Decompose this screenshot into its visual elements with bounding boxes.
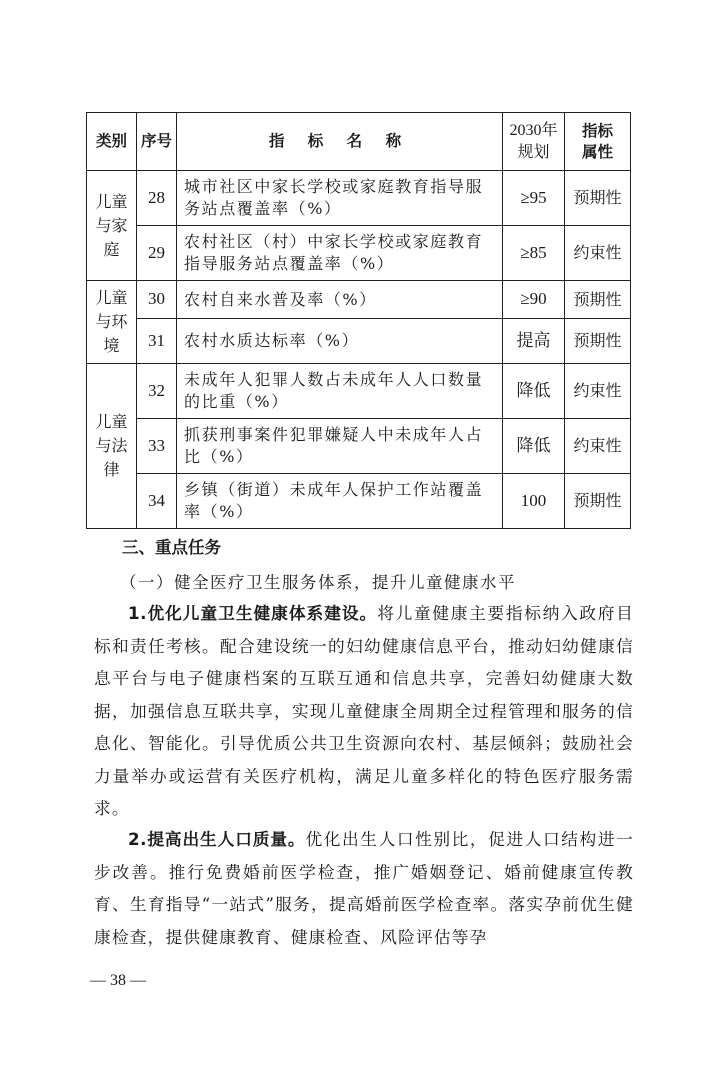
paragraph-2: [94, 823, 634, 953]
target-value: 100: [503, 474, 565, 529]
indicator-attribute: 预期性: [565, 474, 631, 529]
indicator-name: 乡镇（街道）未成年人保护工作站覆盖率（%）: [177, 474, 503, 529]
target-value: 降低: [503, 419, 565, 474]
table-row: [87, 319, 631, 364]
paragraph-1-lead: 1.优化儿童卫生健康体系建设。: [128, 603, 378, 623]
paragraph-2-body: 优化出生人口性别比，促进人口结构进一步改善。推行免费婚前医学检查，推广婚姻登记、婚前健康宣传教育、生育指导“一站式”服务，提高婚前医学检查率。落实孕前优生健康检查，提供健康教育、健康检查、风险评估等孕: [94, 829, 634, 947]
paragraph-1-body: 将儿童健康主要指标纳入政府目标和责任考核。配合建设统一的妇幼健康信息平台，推动妇幼健康信息平台与电子健康档案的互联互通和信息共享，完善妇幼健康大数据，加强信息互联共享，实现儿童健康全周期全过程管理和服务的信息化、智能化。引导优质公共卫生资源向农村、基层倾斜；鼓励社会力量举办或运营有关医疗机构，满足儿童多样化的特色医疗服务需求。: [94, 603, 634, 818]
row-number: 33: [137, 419, 177, 474]
row-number: 29: [137, 226, 177, 281]
indicator-name: 抓获刑事案件犯罪嫌疑人中未成年人占比（%）: [177, 419, 503, 474]
header-name: 指 标 名 称: [177, 113, 503, 171]
target-value: ≥90: [503, 281, 565, 319]
indicator-attribute: 约束性: [565, 226, 631, 281]
row-number: 30: [137, 281, 177, 319]
indicator-name: 农村水质达标率（%）: [177, 319, 503, 364]
indicator-table: [86, 112, 631, 529]
header-number: 序号: [137, 113, 177, 171]
header-target: 2030年 规划: [503, 113, 565, 171]
table-row: [87, 281, 631, 319]
target-value: 降低: [503, 364, 565, 419]
section-title: 三、重点任务: [122, 538, 221, 557]
table-row: [87, 226, 631, 281]
row-number: 28: [137, 171, 177, 226]
row-number: 31: [137, 319, 177, 364]
header-attribute: 指标 属性: [565, 113, 631, 171]
indicator-attribute: 约束性: [565, 364, 631, 419]
row-number: 34: [137, 474, 177, 529]
category-cell-environment: 儿童 与环 境: [87, 281, 137, 364]
table-row: [87, 171, 631, 226]
indicator-name: 城市社区中家长学校或家庭教育指导服务站点覆盖率（%）: [177, 171, 503, 226]
indicator-attribute: 约束性: [565, 419, 631, 474]
target-value: ≥85: [503, 226, 565, 281]
subsection-title: （一）健全医疗卫生服务体系，提升儿童健康水平: [120, 573, 516, 592]
indicator-attribute: 预期性: [565, 281, 631, 319]
table-row: [87, 364, 631, 419]
category-cell-family: 儿童 与家 庭: [87, 171, 137, 281]
indicator-name: 农村自来水普及率（%）: [177, 281, 503, 319]
target-value: 提高: [503, 319, 565, 364]
indicator-name: 未成年人犯罪人数占未成年人人口数量的比重（%）: [177, 364, 503, 419]
table-row: [87, 419, 631, 474]
table-header-row: [87, 113, 631, 171]
indicator-name: 农村社区（村）中家长学校或家庭教育指导服务站点覆盖率（%）: [177, 226, 503, 281]
table-row: [87, 474, 631, 529]
page-number: — 38 —: [90, 972, 146, 989]
row-number: 32: [137, 364, 177, 419]
paragraph-1: [94, 597, 634, 825]
indicator-attribute: 预期性: [565, 171, 631, 226]
target-value: ≥95: [503, 171, 565, 226]
category-cell-law: 儿童 与法 律: [87, 364, 137, 529]
paragraph-2-lead: 2.提高出生人口质量。: [128, 829, 306, 849]
indicator-attribute: 预期性: [565, 319, 631, 364]
header-category: 类别: [87, 113, 137, 171]
